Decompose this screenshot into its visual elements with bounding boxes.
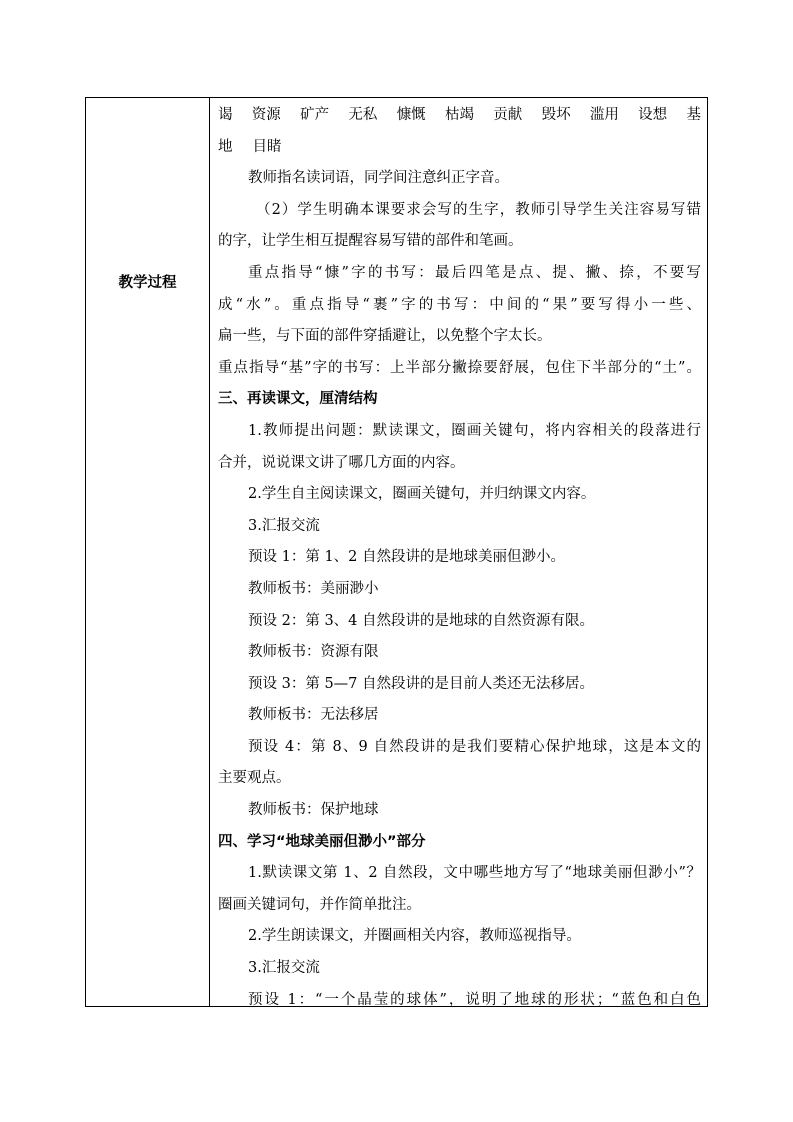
text-line: 预设 2：第 3、4 自然段讲的是地球的自然资源有限。 — [248, 612, 595, 629]
vocab-word: 矿产 — [300, 107, 330, 123]
text-line: 预设 3：第 5—7 自然段讲的是目前人类还无法移居。 — [248, 675, 595, 692]
text-line: 重点指导“慷”字的书写：最后四笔是点、提、撇、捺，不要写 — [248, 264, 701, 281]
vocab-row — [218, 100, 701, 132]
text-line: 教师板书：无法移居 — [248, 707, 379, 724]
text-line: 教师板书：保护地球 — [248, 802, 379, 819]
vocab-word: 无私 — [348, 107, 378, 123]
vocab-word: 基 — [686, 107, 701, 123]
vocab-word: 设想 — [638, 107, 668, 123]
text-line: 2.学生朗读课文，并圈画相关内容，教师巡视指导。 — [248, 928, 581, 945]
vocab-word: 毁坏 — [541, 107, 571, 123]
section-label: 教学过程 — [118, 275, 177, 291]
vocab-word: 谒 — [218, 107, 233, 123]
text-line: 教师指名读词语，同学间注意纠正字音。 — [248, 170, 509, 187]
text-line: 3.汇报交流 — [248, 517, 320, 534]
vocab-word: 地 — [218, 138, 233, 155]
vocab-word: 贡献 — [493, 107, 523, 123]
content-cell — [210, 98, 707, 1006]
section-heading: 四、学习“地球美丽但渺小”部分 — [218, 833, 426, 850]
text-line: （2）学生明确本课要求会写的生字，教师引导学生关注容易写错 — [256, 201, 701, 218]
text-line: 3.汇报交流 — [248, 960, 320, 977]
text-line: 合并，说说课文讲了哪几方面的内容。 — [218, 454, 465, 471]
text-line: 教师板书：资源有限 — [248, 644, 379, 661]
text-line: 预设 4：第 8、9 自然段讲的是我们要精心保护地球，这是本文的 — [248, 738, 701, 755]
lesson-table — [85, 97, 708, 1007]
text-line: 扁一些，与下面的部件穿插避让，以免整个字太长。 — [218, 328, 552, 345]
text-line: 成“水”。重点指导“裹”字的书写：中间的“果”要写得小一些、 — [218, 296, 701, 313]
vocab-word: 目睹 — [252, 138, 282, 155]
vocab-word: 慷慨 — [396, 107, 426, 123]
text-line: 1.教师提出问题：默读课文，圈画关键句，将内容相关的段落进行 — [248, 422, 701, 439]
vocab-word: 滥用 — [589, 107, 619, 123]
vocab-row — [218, 132, 701, 164]
label-cell — [86, 98, 210, 1006]
text-line: 重点指导“基”字的书写：上半部分撇捺要舒展，包住下半部分的“土”。 — [218, 359, 701, 376]
text-line: 的字，让学生相互提醒容易写错的部件和笔画。 — [218, 233, 523, 250]
section-heading: 三、再读课文，厘清结构 — [218, 391, 378, 408]
text-line: 2.学生自主阅读课文，圈画关键句，并归纳课文内容。 — [248, 486, 596, 503]
text-line: 主要观点。 — [218, 770, 291, 787]
text-line: 圈画关键词句，并作简单批注。 — [218, 896, 421, 913]
text-line: 预设 1：第 1、2 自然段讲的是地球美丽但渺小。 — [248, 549, 566, 566]
text-line: 教师板书：美丽渺小 — [248, 580, 379, 597]
vocab-word: 资源 — [251, 107, 281, 123]
text-line: 1.默读课文第 1、2 自然段，文中哪些地方写了“地球美丽但渺小”？ — [248, 865, 701, 882]
text-line: 预设 1：“一个晶莹的球体”，说明了地球的形状；“蓝色和白色 — [248, 991, 701, 1008]
vocab-word: 枯竭 — [444, 107, 474, 123]
